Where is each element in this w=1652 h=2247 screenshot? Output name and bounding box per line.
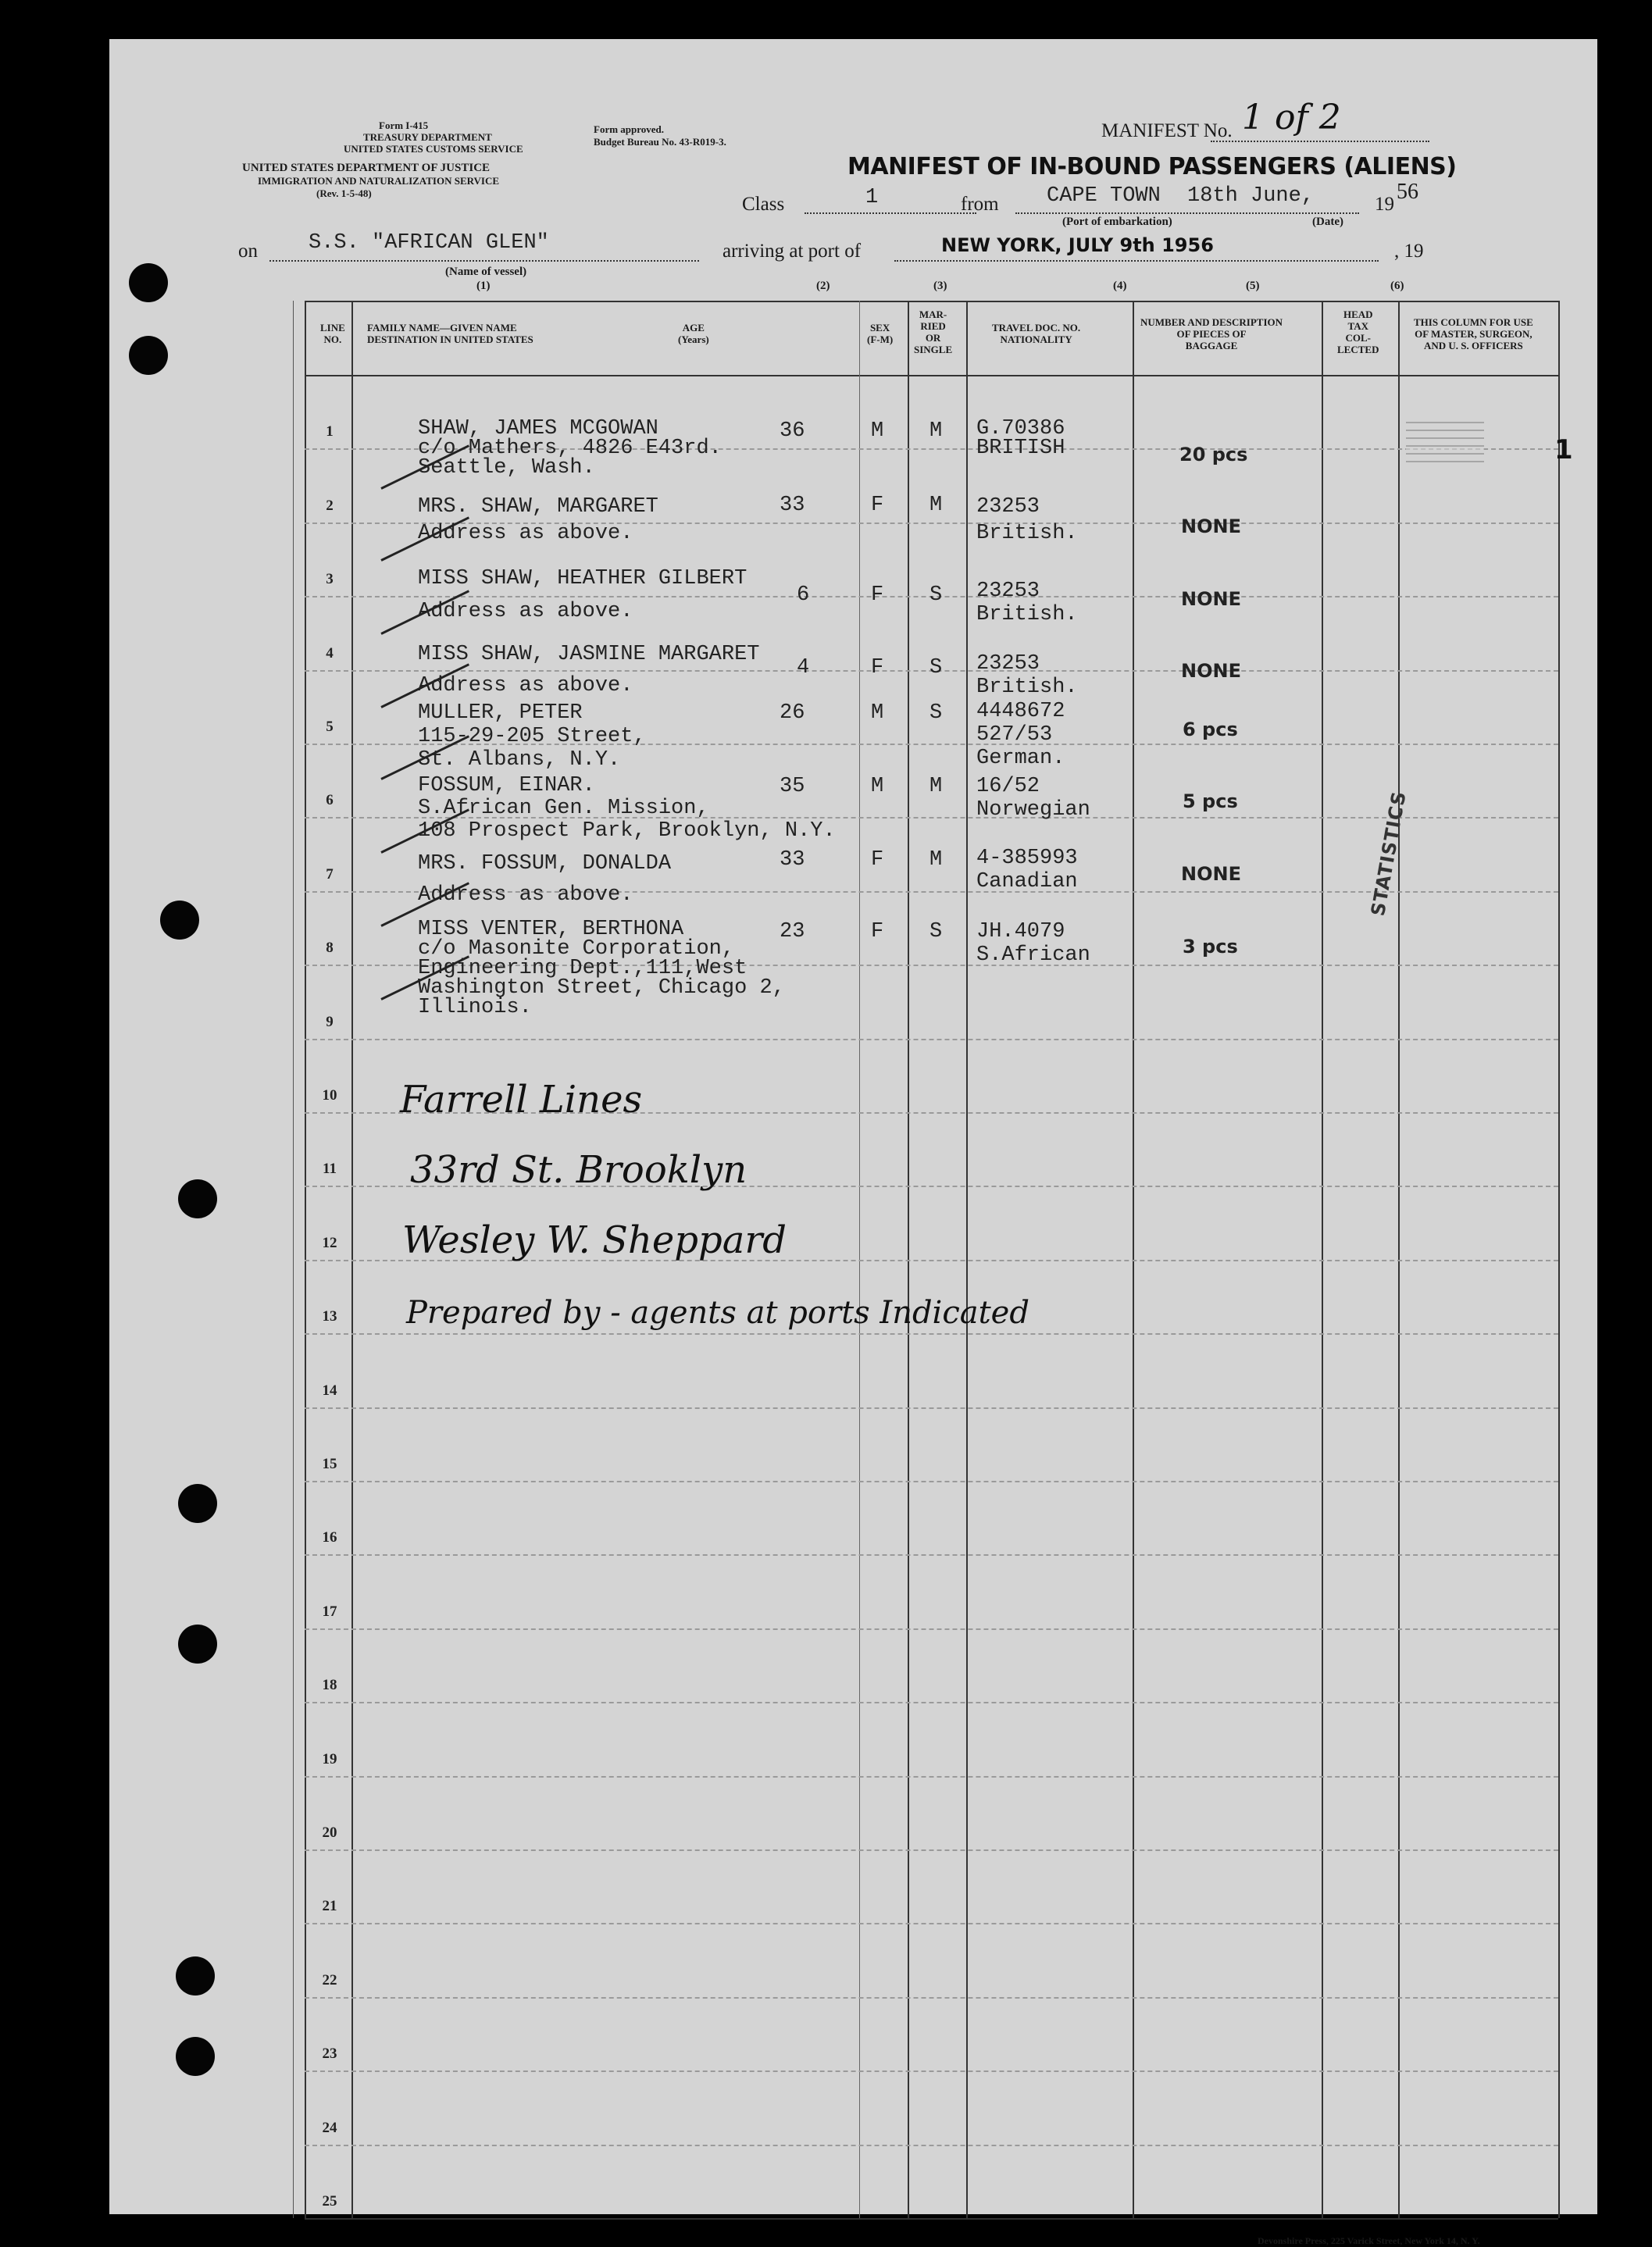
line-number: 1 xyxy=(326,423,334,440)
line-number: 13 xyxy=(322,1308,337,1325)
col-sex: SEX (F-M) xyxy=(867,322,894,345)
class-label: Class xyxy=(742,194,785,215)
vessel-caption: (Name of vessel) xyxy=(445,266,527,278)
binder-hole xyxy=(129,263,168,302)
page-title: MANIFEST OF IN-BOUND PASSENGERS (ALIENS) xyxy=(847,153,1457,180)
passenger-7-name: MRS. FOSSUM, DONALDA Address as above. xyxy=(418,852,672,907)
passenger-3-age: 6 xyxy=(797,583,810,607)
form-number: Form I-415 xyxy=(379,119,429,131)
statistics-stamp: STATISTICS xyxy=(1367,789,1411,918)
binder-hole xyxy=(160,901,199,940)
passenger-6-doc: 16/52 Norwegian xyxy=(976,775,1090,822)
col-head-tax: HEAD TAX COL- LECTED xyxy=(1337,309,1379,355)
row-divider xyxy=(305,1481,1558,1482)
col-num-4: (4) xyxy=(1113,280,1127,292)
handwritten-line-1: Farrell Lines xyxy=(400,1078,643,1122)
line-number: 5 xyxy=(326,719,334,735)
passenger-7-age: 33 xyxy=(780,848,805,872)
col-num-5: (5) xyxy=(1246,280,1260,292)
passenger-3-doc: 23253 British. xyxy=(976,580,1078,626)
passenger-1-name: SHAW, JAMES MCGOWAN c/o Mathers, 4826 E43rd. Seattle, Wash. xyxy=(418,417,722,480)
passenger-5-name: MULLER, PETER 115-29-205 Street, St. Albans, N.Y. xyxy=(418,701,646,772)
port-embark-caption: (Port of embarkation) xyxy=(1062,216,1172,228)
manifest-page xyxy=(109,39,1597,2246)
class-value: 1 xyxy=(865,186,879,209)
passenger-4-sex: F xyxy=(871,656,884,679)
year-value: 56 xyxy=(1397,180,1418,204)
vessel-col: (1) xyxy=(476,280,491,292)
passenger-5-sex: M xyxy=(871,701,884,725)
passenger-7-married: M xyxy=(929,848,943,872)
line-number: 6 xyxy=(326,792,334,809)
date-caption: (Date) xyxy=(1312,216,1343,228)
line-number: 21 xyxy=(322,1898,337,1915)
binder-hole xyxy=(178,1179,217,1218)
col-travel-doc: TRAVEL DOC. NO. NATIONALITY xyxy=(992,322,1081,345)
row-divider xyxy=(305,1702,1558,1703)
line-number: 12 xyxy=(322,1234,337,1251)
line-number: 3 xyxy=(326,571,334,588)
passenger-5-baggage: 6 pcs xyxy=(1183,719,1238,740)
passenger-8-baggage: 3 pcs xyxy=(1183,936,1238,958)
col-line-no: LINE NO. xyxy=(320,322,345,345)
line-number: 2 xyxy=(326,497,334,514)
passenger-2-married: M xyxy=(929,494,943,517)
passenger-8-age: 23 xyxy=(780,920,805,943)
passenger-8-sex: F xyxy=(871,920,884,943)
passenger-1-married: M xyxy=(929,419,943,443)
passenger-1-sex: M xyxy=(871,419,884,443)
line-number: 24 xyxy=(322,2119,337,2136)
line-number: 23 xyxy=(322,2045,337,2063)
passenger-2-baggage: NONE xyxy=(1181,515,1241,537)
binder-hole xyxy=(178,1625,217,1664)
treasury-dept: TREASURY DEPARTMENT xyxy=(363,131,492,143)
year-prefix: 19 xyxy=(1375,194,1394,215)
line-number: 18 xyxy=(322,1677,337,1694)
row-divider xyxy=(305,1554,1558,1556)
col-num-6: (6) xyxy=(1390,280,1404,292)
passenger-8-doc: JH.4079 S.African xyxy=(976,920,1090,967)
printer-footer: Devonshire Press, 225 Varick Street, New York 14, N. Y. xyxy=(1258,2235,1480,2246)
passenger-5-age: 26 xyxy=(780,701,805,725)
col-married: MAR- RIED OR SINGLE xyxy=(914,309,953,355)
row-divider xyxy=(305,2070,1558,2072)
from-value: CAPE TOWN xyxy=(1047,184,1161,208)
row-divider xyxy=(305,1333,1558,1335)
passenger-5-married: S xyxy=(929,701,943,725)
passenger-2-doc: 23253 British. xyxy=(976,495,1078,545)
col-baggage: NUMBER AND DESCRIPTION OF PIECES OF BAGGAGE xyxy=(1140,316,1283,351)
passenger-1-age: 36 xyxy=(780,419,805,443)
form-approved: Form approved. xyxy=(594,123,665,135)
passenger-8-married: S xyxy=(929,920,943,943)
passenger-2-sex: F xyxy=(871,494,884,517)
row-divider xyxy=(305,1997,1558,1999)
passenger-2-age: 33 xyxy=(780,494,805,517)
row-divider xyxy=(305,1849,1558,1851)
passenger-6-name: FOSSUM, EINAR. S.African Gen. Mission, 108 Prospect Park, Brooklyn, N.Y. xyxy=(418,774,836,843)
row-divider xyxy=(305,1039,1558,1040)
on-label: on xyxy=(238,241,258,262)
binder-hole xyxy=(129,336,168,375)
passenger-3-baggage: NONE xyxy=(1181,588,1241,610)
passenger-4-age: 4 xyxy=(797,656,810,679)
line-number: 16 xyxy=(322,1529,337,1546)
passenger-5-doc: 4448672 527/53 German. xyxy=(976,700,1065,770)
line-number: 10 xyxy=(322,1087,337,1104)
line-number: 15 xyxy=(322,1456,337,1472)
arriving-value: NEW YORK, JULY 9th 1956 xyxy=(941,234,1214,256)
line-number: 25 xyxy=(322,2193,337,2210)
line-number: 7 xyxy=(326,865,334,883)
ins-service: IMMIGRATION AND NATURALIZATION SERVICE xyxy=(258,175,500,187)
col-officers: THIS COLUMN FOR USE OF MASTER, SURGEON, AND U. S. OFFICERS xyxy=(1414,316,1533,351)
line-number: 11 xyxy=(323,1161,337,1178)
col-num-3: (3) xyxy=(933,280,947,292)
binder-hole xyxy=(176,1956,215,1996)
col-num-2: (2) xyxy=(816,280,830,292)
passenger-1-officer: 1 xyxy=(1554,434,1573,465)
line-number: 8 xyxy=(326,940,334,957)
passenger-6-age: 35 xyxy=(780,775,805,798)
revision: (Rev. 1-5-48) xyxy=(316,187,372,199)
line-number: 9 xyxy=(326,1013,334,1030)
passenger-7-sex: F xyxy=(871,848,884,872)
from-label: from xyxy=(961,194,999,215)
passenger-7-doc: 4-385993 Canadian xyxy=(976,847,1078,893)
passenger-2-name: MRS. SHAW, MARGARET Address as above. xyxy=(418,495,658,545)
budget-bureau: Budget Bureau No. 43-R019-3. xyxy=(594,136,726,148)
row-divider xyxy=(305,1923,1558,1924)
passenger-3-name: MISS SHAW, HEATHER GILBERT Address as above. xyxy=(418,567,748,623)
handwritten-line-4: Prepared by - agents at ports Indicated xyxy=(406,1295,1029,1331)
binder-hole xyxy=(178,1484,217,1523)
row-divider xyxy=(305,1628,1558,1630)
col-age: AGE (Years) xyxy=(678,322,709,345)
passenger-4-baggage: NONE xyxy=(1181,660,1241,682)
passenger-1-doc: G.70386 BRITISH xyxy=(976,417,1065,460)
passenger-3-sex: F xyxy=(871,583,884,607)
row-divider xyxy=(305,1776,1558,1778)
handwritten-line-3: Wesley W. Sheppard xyxy=(402,1218,787,1262)
passenger-1-baggage: 20 pcs xyxy=(1179,444,1248,465)
manifest-no-value: 1 of 2 xyxy=(1242,98,1341,137)
line-number: 17 xyxy=(322,1603,337,1620)
line-number: 4 xyxy=(326,644,334,662)
col-name: FAMILY NAME—GIVEN NAME DESTINATION IN UNITED STATES xyxy=(367,322,533,345)
binder-hole xyxy=(176,2037,215,2076)
passenger-4-name: MISS SHAW, JASMINE MARGARET Address as above. xyxy=(418,643,760,697)
passenger-8-name: MISS VENTER, BERTHONA c/o Masonite Corporation, Engineering Dept.,111,West Washington Street, Chicago 2, Illinois. xyxy=(418,918,785,1019)
vessel-name: S.S. "AFRICAN GLEN" xyxy=(309,231,549,255)
row-divider xyxy=(305,2145,1558,2146)
manifest-no-label: MANIFEST No. xyxy=(1101,120,1233,141)
customs-service: UNITED STATES CUSTOMS SERVICE xyxy=(344,143,523,155)
arriving-label: arriving at port of xyxy=(723,241,862,262)
line-number: 14 xyxy=(322,1382,337,1399)
line-number: 22 xyxy=(322,1971,337,1988)
redaction-marks xyxy=(1406,422,1484,469)
date-value: 18th June, xyxy=(1187,184,1315,208)
passenger-6-sex: M xyxy=(871,775,884,798)
passenger-3-married: S xyxy=(929,583,943,607)
row-divider xyxy=(305,1407,1558,1409)
passenger-6-married: M xyxy=(929,775,943,798)
passenger-7-baggage: NONE xyxy=(1181,863,1241,885)
line-number: 19 xyxy=(322,1750,337,1767)
arriving-year: , 19 xyxy=(1394,241,1424,262)
handwritten-line-2: 33rd St. Brooklyn xyxy=(410,1148,748,1192)
passenger-4-doc: 23253 British. xyxy=(976,652,1078,699)
passenger-4-married: S xyxy=(929,656,943,679)
passenger-6-baggage: 5 pcs xyxy=(1183,790,1238,812)
justice-dept: UNITED STATES DEPARTMENT OF JUSTICE xyxy=(242,162,491,174)
line-number: 20 xyxy=(322,1824,337,1841)
